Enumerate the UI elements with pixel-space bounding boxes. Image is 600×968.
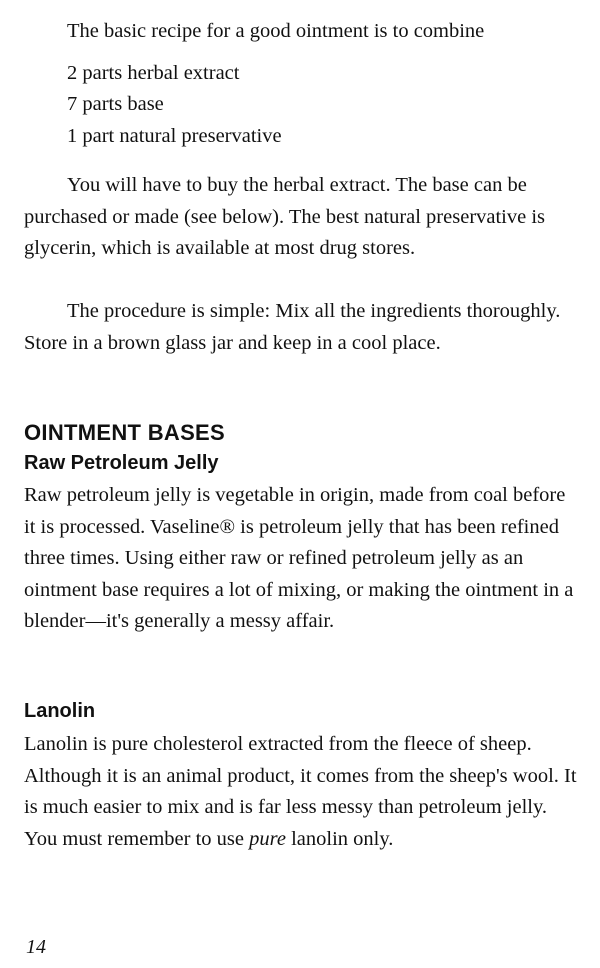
lanolin-emphasis: pure [249,827,286,850]
lanolin-text-after: lanolin only. [285,827,394,850]
page-number: 14 [26,936,46,958]
section-title: OINTMENT BASES [24,420,225,445]
recipe-intro: The basic recipe for a good ointment is to combine [67,20,485,42]
extract-paragraph: You will have to buy the herbal extract. The base can be purchased or made (see below). The best natural preservative is glycerin, which is available at most drug stores. [24,174,546,259]
procedure-paragraph: The procedure is simple: Mix all the ingredients thoroughly. Store in a brown glass jar and keep in a cool place. [24,300,561,354]
petroleum-heading: Raw Petroleum Jelly [24,452,219,474]
recipe-item-extract: 2 parts herbal extract [67,62,240,84]
lanolin-heading: Lanolin [24,700,96,722]
petroleum-paragraph: Raw petroleum jelly is vegetable in origin, made from coal before it is processed. Vaseline® is petroleum jelly that has been refined three times. Using either raw or refined petroleum jelly as an ointment base requires a lot of mixing, or making the ointment in a blender—it's generally a messy affair. [24,484,574,632]
lanolin-text-before: Lanolin is pure cholesterol extracted from the fleece of sheep. Although it is an animal product, it comes from the sheep's wool. It is much easier to mix and is far less messy than petroleum jelly. You must remember to use [24,733,577,850]
lanolin-paragraph [24,729,580,855]
recipe-item-base: 7 parts base [67,93,164,115]
recipe-item-preservative: 1 part natural preservative [67,125,282,147]
